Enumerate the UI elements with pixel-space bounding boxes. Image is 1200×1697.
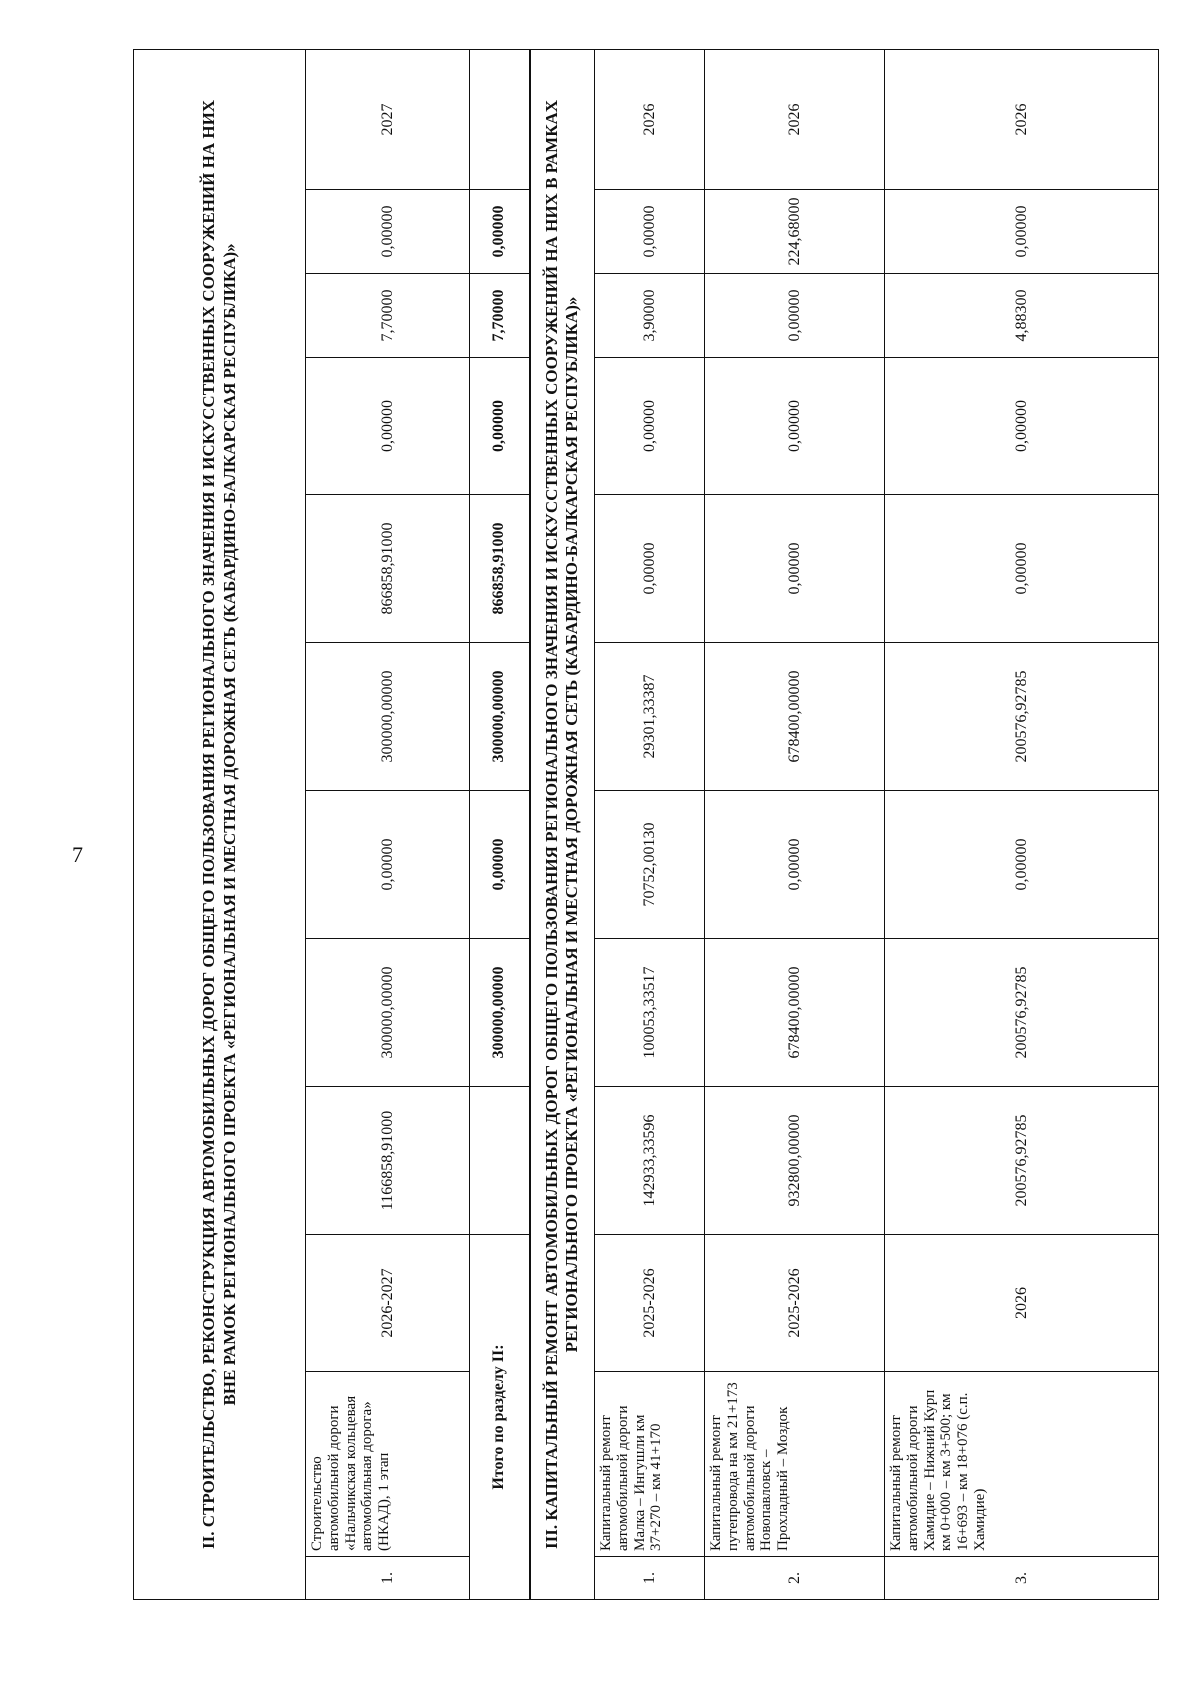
value-cell: 0,00000	[306, 791, 470, 939]
subtotal-value: 0,00000	[470, 791, 530, 939]
total-cost: 932800,00000	[705, 1087, 885, 1235]
period: 2026	[885, 1235, 1159, 1372]
total-cost: 1166858,91000	[306, 1087, 470, 1235]
subtotal-row	[470, 49, 530, 1599]
section-heading-row	[134, 49, 306, 1599]
value-cell: 300000,00000	[306, 939, 470, 1087]
total-cost: 200576,92785	[885, 1087, 1159, 1235]
subtotal-label: Итого по разделу II:	[470, 1235, 530, 1600]
section-heading: III. КАПИТАЛЬНЫЙ РЕМОНТ АВТОМОБИЛЬНЫХ ДОРОГ ОБЩЕГО ПОЛЬЗОВАНИЯ РЕГИОНАЛЬНОГО ЗНАЧЕНИЯ И ИСКУССТВЕННЫХ СООРУЖЕНИЙ НА НИХ В РАМКАХ РЕГИОНАЛЬНОГО ПРОЕКТА «РЕГИОНАЛЬНАЯ И МЕСТНАЯ ДОРОЖНАЯ СЕТЬ (КАБАРДИНО-БАЛКАРСКАЯ РЕСПУБЛИКА)»	[530, 49, 595, 1599]
value-cell: 0,00000	[705, 495, 885, 643]
object-name: Строительство автомобильной дороги «Нальчикская кольцевая автомобильная дорога» (НКАД), 1 этап	[306, 1372, 470, 1557]
budget-table	[133, 49, 1159, 1600]
value-cell: 4,88300	[885, 274, 1159, 358]
section-heading: II. СТРОИТЕЛЬСТВО, РЕКОНСТРУКЦИЯ АВТОМОБИЛЬНЫХ ДОРОГ ОБЩЕГО ПОЛЬЗОВАНИЯ РЕГИОНАЛЬНОГО ЗНАЧЕНИЯ И ИСКУССТВЕННЫХ СООРУЖЕНИЙ НА НИХ ВНЕ РАМОК РЕГИОНАЛЬНОГО ПРОЕКТА «РЕГИОНАЛЬНАЯ И МЕСТНАЯ ДОРОЖНАЯ СЕТЬ (КАБАРДИНО-БАЛКАРСКАЯ РЕСПУБЛИКА)»	[134, 49, 306, 1599]
value-cell: 0,00000	[705, 358, 885, 495]
period: 2026-2027	[306, 1235, 470, 1372]
page-number: 7	[72, 842, 83, 867]
total-cost: 142933,33596	[595, 1087, 705, 1235]
value-cell: 300000,00000	[306, 643, 470, 791]
value-cell: 0,00000	[885, 190, 1159, 274]
period: 2025-2026	[595, 1235, 705, 1372]
value-cell: 0,00000	[595, 358, 705, 495]
value-cell: 0,00000	[306, 190, 470, 274]
section-heading-row	[530, 49, 595, 1599]
value-cell: 29301,33387	[595, 643, 705, 791]
value-cell: 0,00000	[705, 274, 885, 358]
rotated-table-wrapper	[133, 50, 1158, 1600]
table-row	[595, 49, 705, 1599]
value-cell: 100053,33517	[595, 939, 705, 1087]
value-cell: 0,00000	[885, 791, 1159, 939]
subtotal-value: 0,00000	[470, 358, 530, 495]
completion-year: 2027	[306, 49, 470, 189]
value-cell: 0,00000	[306, 358, 470, 495]
object-name: Капитальный ремонт автомобильной дороги Хамидие – Нижний Курп км 0+000 – км 3+500; км 16+693 – км 18+076 (с.п. Хамидие)	[885, 1372, 1159, 1557]
row-number: 2.	[705, 1557, 885, 1600]
table-row	[885, 49, 1159, 1599]
value-cell: 866858,91000	[306, 495, 470, 643]
completion-year: 2026	[595, 49, 705, 189]
value-cell: 0,00000	[595, 495, 705, 643]
value-cell: 7,70000	[306, 274, 470, 358]
value-cell: 70752,00130	[595, 791, 705, 939]
value-cell: 224,68000	[705, 190, 885, 274]
value-cell: 200576,92785	[885, 939, 1159, 1087]
subtotal-value: 300000,00000	[470, 643, 530, 791]
object-name: Капитальный ремонт путепровода на км 21+173 автомобильной дороги Новопавловск – Прохладный – Моздок	[705, 1372, 885, 1557]
table-row	[306, 49, 470, 1599]
period: 2025-2026	[705, 1235, 885, 1372]
row-number: 3.	[885, 1557, 1159, 1600]
value-cell: 3,90000	[595, 274, 705, 358]
completion-year: 2026	[705, 49, 885, 189]
subtotal-empty-cell	[470, 1087, 530, 1235]
table-row	[705, 49, 885, 1599]
value-cell: 200576,92785	[885, 643, 1159, 791]
row-number: 1.	[306, 1557, 470, 1600]
subtotal-value: 0,00000	[470, 190, 530, 274]
subtotal-value: 866858,91000	[470, 495, 530, 643]
row-number: 1.	[595, 1557, 705, 1600]
completion-year: 2026	[885, 49, 1159, 189]
subtotal-value: 300000,00000	[470, 939, 530, 1087]
value-cell: 0,00000	[885, 358, 1159, 495]
value-cell: 0,00000	[595, 190, 705, 274]
subtotal-value: 7,70000	[470, 274, 530, 358]
object-name: Капитальный ремонт автомобильной дороги Малка – Ингушли км 37+270 – км 41+170	[595, 1372, 705, 1557]
value-cell: 0,00000	[705, 791, 885, 939]
value-cell: 0,00000	[885, 495, 1159, 643]
value-cell: 678400,00000	[705, 643, 885, 791]
value-cell: 678400,00000	[705, 939, 885, 1087]
subtotal-empty-cell	[470, 49, 530, 189]
